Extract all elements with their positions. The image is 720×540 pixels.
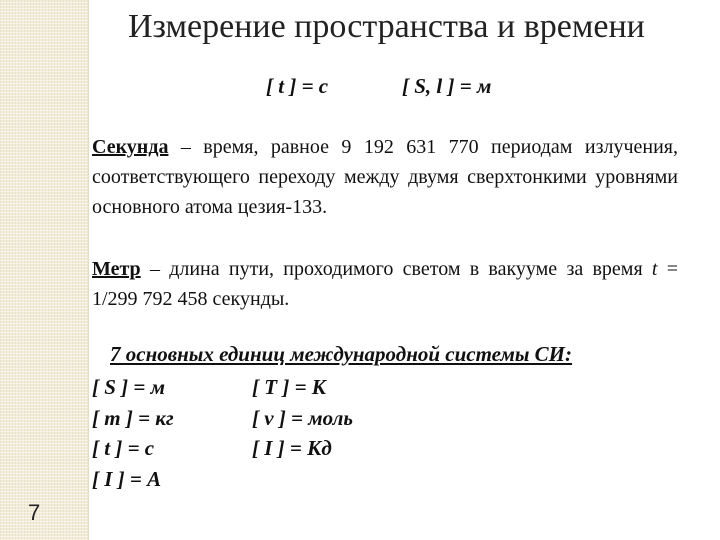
slide-title: Измерение пространства и времени: [128, 8, 645, 45]
si-unit-amount: [ ν ] = моль: [252, 405, 354, 430]
si-unit-time: [ t ] = с: [92, 436, 155, 460]
si-unit-temperature: [ T ] = К: [252, 375, 327, 399]
space-unit-notation: [ S, l ] = м: [402, 74, 492, 98]
second-definition-text: – время, равное 9 192 631 770 периодам излучения, соответствующего переходу между двумя сверхтонкими уровнями основного атома цезия-133.: [92, 136, 678, 218]
si-units-heading: 7 основных единиц международной системы СИ:: [110, 342, 572, 366]
meter-time-variable: t: [651, 258, 658, 280]
si-unit-luminous-intensity: [ I ] = Кд: [252, 436, 332, 460]
meter-term: Метр: [92, 258, 141, 280]
meter-definition-end: = 1/299 792 458 секунды.: [92, 258, 679, 310]
meter-definition-start: – длина пути, проходимого светом в вакууме за время: [140, 258, 652, 280]
meter-definition: [92, 254, 678, 314]
si-unit-mass: [ m ] = кг: [92, 405, 174, 430]
si-unit-current: [ I ] = А: [92, 466, 162, 491]
si-unit-length: [ S ] = м: [92, 375, 166, 399]
second-definition: [92, 132, 678, 222]
time-unit-notation: [ t ] = c: [266, 74, 329, 98]
second-term: Секунда: [92, 136, 169, 158]
page-number: 7: [28, 500, 41, 525]
decorative-sidebar: [0, 0, 89, 540]
